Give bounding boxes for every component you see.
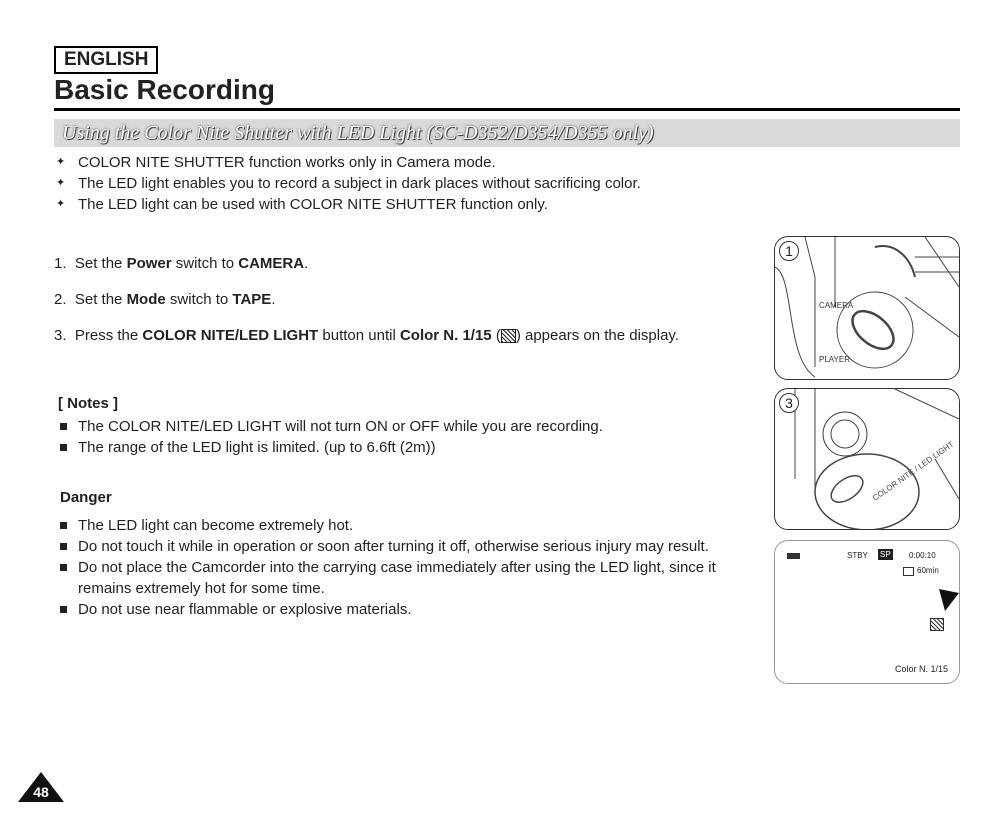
list-item: ✦ COLOR NITE SHUTTER function works only in Camera mode.	[54, 152, 641, 173]
title-divider	[54, 108, 960, 111]
step-text: button until	[318, 327, 400, 344]
notes-list	[60, 416, 603, 458]
section-title: Using the Color Nite Shutter with LED Light (SC-D352/D354/D355 only)	[54, 119, 960, 147]
step-number: 2.	[54, 291, 67, 308]
steps-list	[54, 255, 679, 363]
step-number: 1.	[54, 255, 67, 272]
stby-indicator: STBY	[847, 551, 868, 560]
list-item: The COLOR NITE/LED LIGHT will not turn ON or OFF while you are recording.	[60, 416, 603, 437]
step-bold: TAPE	[232, 291, 272, 308]
list-item: Do not place the Camcorder into the carrying case immediately after using the LED light, since it remains extremely hot for some time.	[60, 557, 760, 599]
color-nite-icon	[930, 618, 944, 631]
sp-indicator: SP	[880, 550, 891, 559]
tape-remaining: 60min	[917, 566, 939, 575]
color-nite-mode: Color N. 1/15	[895, 664, 949, 674]
step-text: switch to	[171, 255, 239, 272]
step-bold: CAMERA	[238, 255, 305, 272]
step-text: Set the	[74, 291, 127, 308]
color-nite-icon	[501, 329, 516, 343]
list-item: ✦ The LED light enables you to record a subject in dark places without sacrificing color.	[54, 173, 641, 194]
figure-badge: 1	[779, 241, 799, 261]
danger-list	[60, 515, 760, 620]
timecode: 0:00:10	[909, 551, 936, 560]
pointer-arrow	[775, 541, 959, 683]
step-3	[54, 327, 679, 363]
step-text: ) appears on the display.	[515, 327, 679, 344]
step-text: Set the	[74, 255, 127, 272]
step-text: (	[491, 327, 501, 344]
step-text: .	[271, 291, 276, 308]
step-text: switch to	[165, 291, 233, 308]
step-1	[54, 255, 679, 291]
list-item: The range of the LED light is limited. (up to 6.6ft (2m))	[60, 437, 603, 458]
step-2	[54, 291, 679, 327]
step-bold: Power	[126, 255, 172, 272]
page-number	[18, 772, 64, 802]
intro-list	[54, 152, 641, 215]
button-label: COLOR NITE / LED LIGHT	[870, 439, 956, 503]
figure-led-button	[774, 388, 960, 530]
page-number-text: 48	[33, 784, 49, 800]
step-bold: Mode	[126, 291, 166, 308]
list-item: Do not touch it while in operation or soon after turning it off, otherwise serious injury may result.	[60, 536, 760, 557]
step-bold: COLOR NITE/LED LIGHT	[142, 327, 319, 344]
step-number: 3.	[54, 327, 67, 344]
step-text: .	[304, 255, 309, 272]
page-title: Basic Recording	[54, 74, 275, 105]
player-label: PLAYER	[819, 355, 850, 364]
step-bold: Color N. 1/15	[399, 327, 492, 344]
list-item: Do not use near flammable or explosive materials.	[60, 599, 760, 620]
figure-power-switch	[774, 236, 960, 380]
camera-label: CAMERA	[819, 301, 854, 310]
danger-heading: Danger	[60, 489, 112, 506]
language-label: ENGLISH	[54, 46, 158, 74]
led-button-illustration	[775, 389, 959, 529]
list-item: The LED light can become extremely hot.	[60, 515, 760, 536]
step-text: Press the	[74, 327, 143, 344]
lcd-display	[774, 540, 960, 684]
list-item: ✦ The LED light can be used with COLOR NITE SHUTTER function only.	[54, 194, 641, 215]
camcorder-switch-illustration	[775, 237, 959, 379]
notes-heading: [ Notes ]	[58, 395, 118, 412]
figure-badge: 3	[779, 393, 799, 413]
